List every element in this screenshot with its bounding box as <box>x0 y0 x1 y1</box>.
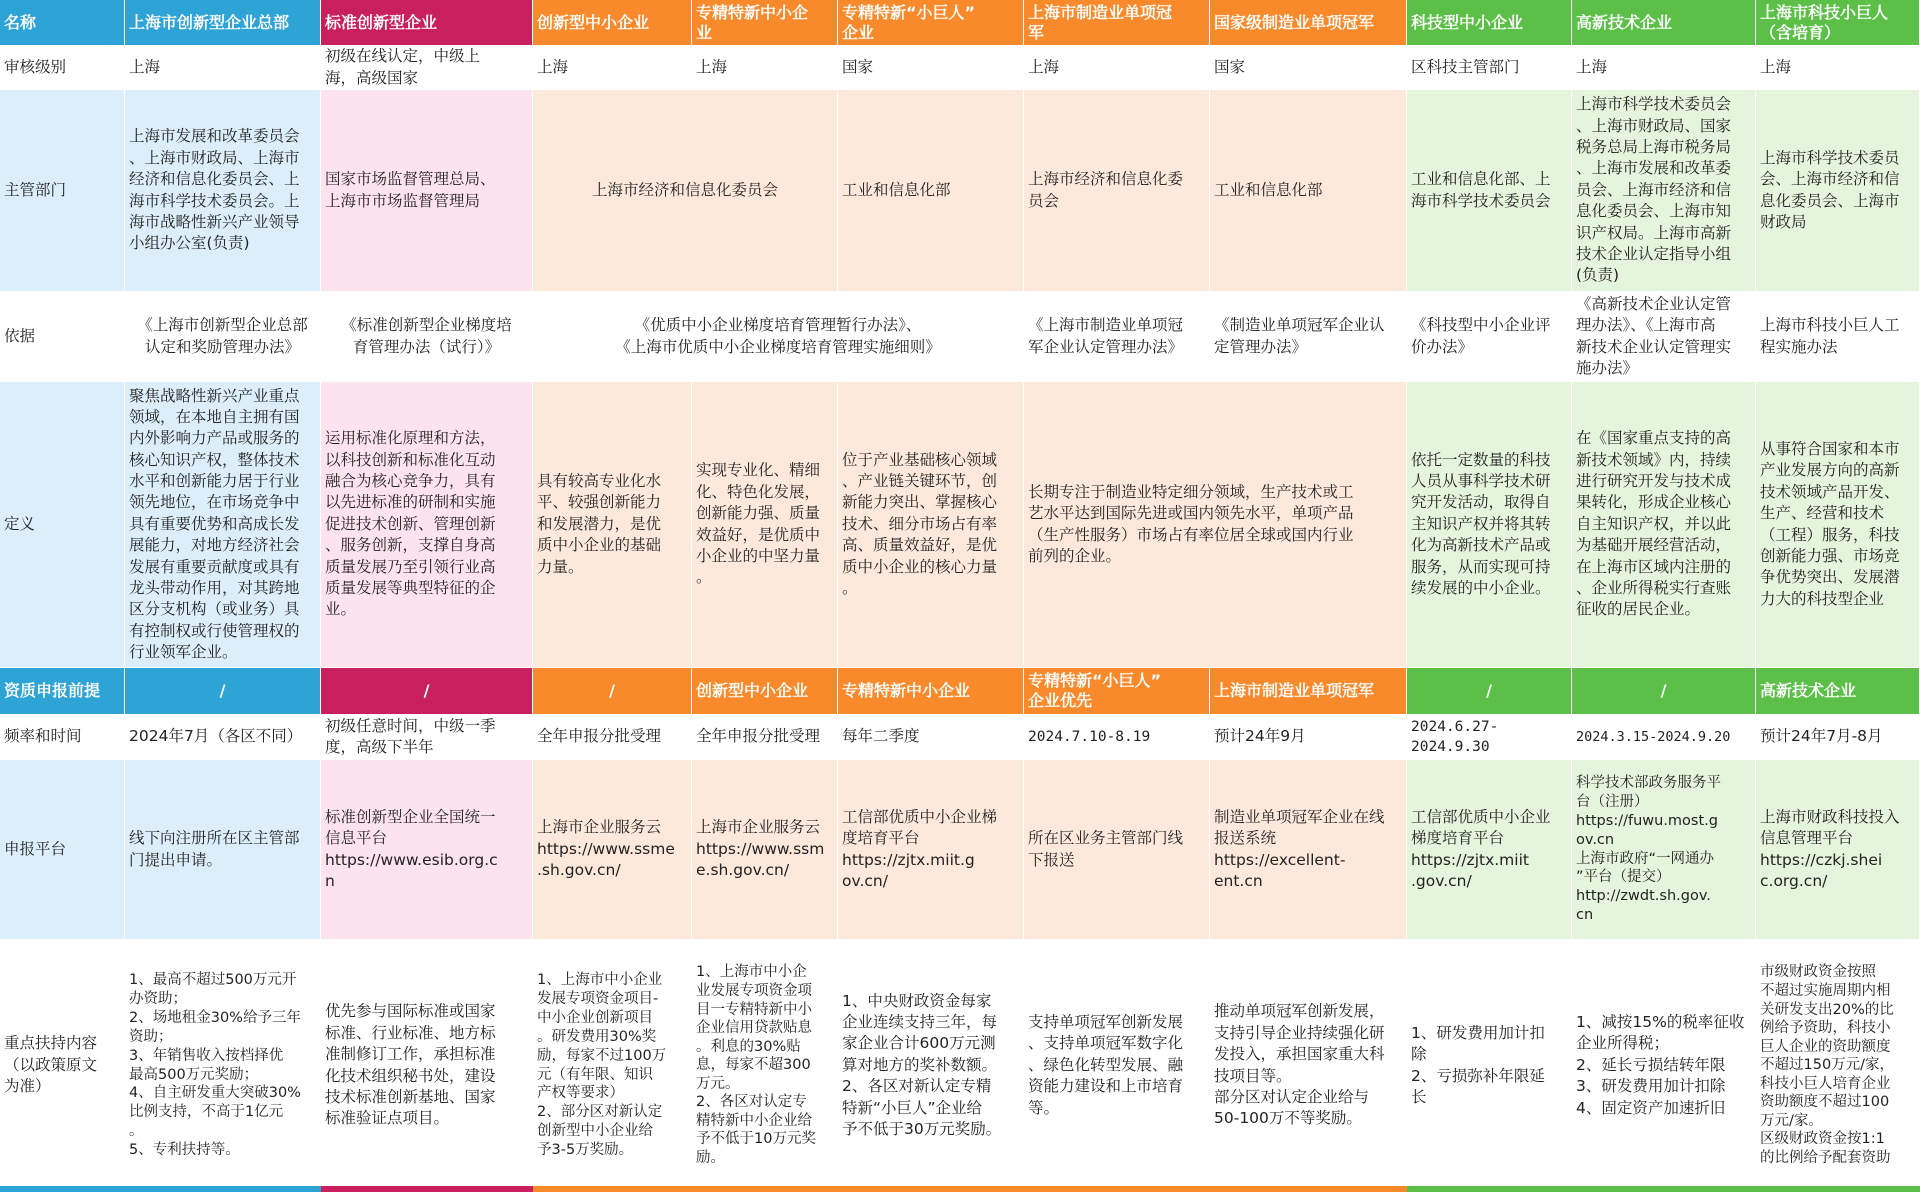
table-cell: 依托一定数量的科技 人员从事科学技术研 究开发活动，取得自 主知识产权并将其转 化为高新技术产品或 服务，从而实现可持 续发展的中小企业。 <box>1407 382 1572 668</box>
table-cell: 线下向注册所在区主管部 门提出申请。 <box>125 760 321 940</box>
table-cell: 从事符合国家和本市 产业发展方向的高新 技术领域产品开发、 生产、经营和技术 （工程）服务，科技 创新能力强、市场竞 争优势突出、发展潜 力大的科技型企业 <box>1756 382 1920 668</box>
table-cell: 创新型中小企业 <box>692 668 838 715</box>
table-cell: 《上海市制造业单项冠 军企业认定管理办法》 <box>1024 292 1210 382</box>
table-cell: 专精特新“小巨人” 企业优先 <box>1024 668 1210 715</box>
table-cell: 在《国家重点支持的高 新技术领域》内，持续 进行研究开发与技术成 果转化，形成企业核心 自主知识产权，并以此 为基础开展经营活动， 在上海市区域内注册的 、企业所得税实行查账 征收的居民企业。 <box>1572 382 1756 668</box>
table-cell: 每年二季度 <box>838 715 1024 760</box>
table-cell: / <box>321 668 533 715</box>
table-cell: 聚焦战略性新兴产业重点 领域，在本地自主拥有国 内外影响力产品或服务的 核心知识产权，整体技术 水平和创新能力居于行业 领先地位，在市场竞争中 具有重要优势和高成长发 展能力，对地方经济社会 发展有重要贡献度或具有 龙头带动作用，对其跨地 区分支机构（或业务）具 有控制权或行使管理权的 行业领军企业。 <box>125 382 321 668</box>
platform-link-ssme[interactable]: 上海市企业服务云 https://www.ssme .sh.gov.cn/ <box>533 760 692 940</box>
header-specialized-sme: 专精特新中小企 业 <box>692 0 838 46</box>
header-innovative-sme: 创新型中小企业 <box>533 0 692 46</box>
table-cell: 上海市经济和信息化委员会 <box>533 90 838 292</box>
table-cell: 1、上海市中小企业 发展专项资金项目- 中小企业创新项目 。研发费用30%奖 励，每家不过100万 元（有年限、知识 产权等要求） 2、部分区对新认定 创新型中小企业给 予3-5万奖励。 <box>533 940 692 1192</box>
table-cell: 市级财政资金按照 不超过实施周期内相 关研发支出20%的比 例给予资助，科技小 巨人企业的资助额度 不超过150万元/家， 科技小巨人培育企业 资助额度不超过100 万元/家。 区级财政资金按1:1 的比例给予配套资助 <box>1756 940 1920 1192</box>
table-cell: 长期专注于制造业特定细分领域，生产技术或工 艺水平达到国际先进或国内领先水平，单项产品 （生产性服务）市场占有率位居全球或国内行业 前列的企业。 <box>1024 382 1407 668</box>
row-label-review-level: 审核级别 <box>0 46 125 90</box>
table-cell: 预计24年7月-8月 <box>1756 715 1920 760</box>
table-cell: 上海 <box>533 46 692 90</box>
row-label-prerequisite: 资质申报前提 <box>0 668 125 715</box>
table-cell: 上海 <box>1756 46 1920 90</box>
table-cell: 《制造业单项冠军企业认 定管理办法》 <box>1210 292 1407 382</box>
table-cell: 国家 <box>1210 46 1407 90</box>
table-cell: 区科技主管部门 <box>1407 46 1572 90</box>
table-cell: 上海 <box>692 46 838 90</box>
header-label: 名称 <box>0 0 125 46</box>
platform-link-most-zwdt[interactable]: 科学技术部政务服务平 台（注册） https://fuwu.most.g ov.cn 上海市政府“一网通办 ”平台（提交） http://zwdt.sh.gov. cn <box>1572 760 1756 940</box>
table-cell: 《标准创新型企业梯度培 育管理办法（试行）》 <box>321 292 533 382</box>
table-cell: 专精特新中小企业 <box>838 668 1024 715</box>
band-pink <box>321 1186 533 1192</box>
table-cell: 运用标准化原理和方法， 以科技创新和标准化互动 融合为核心竞争力，具有 以先进标准的研制和实施 促进技术创新、管理创新 、服务创新，支撑自身高 质量发展乃至引领行业高 质量发展等典型特征的企 业。 <box>321 382 533 668</box>
table-cell: 初级在线认定，中级上 海，高级国家 <box>321 46 533 90</box>
table-cell: 具有较高专业化水 平、较强创新能力 和发展潜力，是优 质中小企业的基础 力量。 <box>533 382 692 668</box>
band-blue <box>0 1186 321 1192</box>
table-cell: 工业和信息化部 <box>838 90 1024 292</box>
row-label-authority: 主管部门 <box>0 90 125 292</box>
table-cell: 工业和信息化部 <box>1210 90 1407 292</box>
row-label-basis: 依据 <box>0 292 125 382</box>
table-cell: 1、上海市中小企 业发展专项资金项 目一专精特新中小 企业信用贷款贴息 。利息的30%贴 息，每家不超300 万元。 2、各区对认定专 精特新中小企业给 予不低于10万元奖 励。 <box>692 940 838 1192</box>
table-cell: 实现专业化、精细 化、特色化发展， 创新能力强、质量 效益好，是优质中 小企业的中坚力量 。 <box>692 382 838 668</box>
table-cell: 全年申报分批受理 <box>692 715 838 760</box>
header-national-champion: 国家级制造业单项冠军 <box>1210 0 1407 46</box>
platform-link-ssme[interactable]: 上海市企业服务云 https://www.ssm e.sh.gov.cn/ <box>692 760 838 940</box>
table-cell: 高新技术企业 <box>1756 668 1920 715</box>
table-cell: 上海市科学技术委员 会、上海市经济和信 息化委员会、上海市 财政局 <box>1756 90 1920 292</box>
table-cell: 位于产业基础核心领域 、产业链关键环节，创 新能力突出、掌握核心 技术、细分市场占有率 高、质量效益好，是优 质中小企业的核心力量 。 <box>838 382 1024 668</box>
table-cell: 所在区业务主管部门线 下报送 <box>1024 760 1210 940</box>
row-label-definition: 定义 <box>0 382 125 668</box>
header-little-giant: 专精特新“小巨人” 企业 <box>838 0 1024 46</box>
table-cell: / <box>1407 668 1572 715</box>
table-cell: 《优质中小企业梯度培育管理暂行办法》、 《上海市优质中小企业梯度培育管理实施细则》 <box>533 292 1024 382</box>
table-cell: 上海市发展和改革委员会 、上海市财政局、上海市 经济和信息化委员会、上 海市科学技术委员会。上 海市战略性新兴产业领导 小组办公室(负责) <box>125 90 321 292</box>
table-cell: 上海 <box>1572 46 1756 90</box>
table-cell: 1、中央财政资金每家 企业连续支持三年，每 家企业合计600万元测 算对地方的奖补数额。 2、各区对新认定专精 特新“小巨人”企业给 予不低于30万元奖励。 <box>838 940 1024 1192</box>
table-cell: 2024.6.27- 2024.9.30 <box>1407 715 1572 760</box>
table-cell: 上海 <box>1024 46 1210 90</box>
table-cell: 工业和信息化部、上 海市科学技术委员会 <box>1407 90 1572 292</box>
table-cell: 优先参与国际标准或国家 标准、行业标准、地方标 准制修订工作，承担标准 化技术组织秘书处，建设 技术标准创新基地、国家 标准验证点项目。 <box>321 940 533 1192</box>
table-cell: 《上海市创新型企业总部 认定和奖励管理办法》 <box>125 292 321 382</box>
platform-link-czkj[interactable]: 上海市财政科技投入 信息管理平台 https://czkj.shei c.org.cn/ <box>1756 760 1920 940</box>
table-cell: 1、减按15%的税率征收 企业所得税； 2、延长亏损结转年限 3、研发费用加计扣除 4、固定资产加速折旧 <box>1572 940 1756 1192</box>
table-cell: 1、最高不超过500万元开 办资助； 2、场地租金30%给予三年 资助； 3、年销售收入按档择优 最高500万元奖励； 4、自主研发重大突破30% 比例支持，不高于1亿元 。 5、专利扶持等。 <box>125 940 321 1192</box>
table-cell: 支持单项冠军创新发展 、支持单项冠军数字化 、绿色化转型发展、融 资能力建设和上市培育 等。 <box>1024 940 1210 1192</box>
table-cell: 2024年7月（各区不同） <box>125 715 321 760</box>
table-cell: 2024.7.10-8.19 <box>1024 715 1210 760</box>
table-cell: 推动单项冠军创新发展， 支持引导企业持续强化研 发投入，承担国家重大科 技项目等。 部分区对认定企业给与 50-100万不等奖励。 <box>1210 940 1407 1192</box>
table-cell: / <box>1572 668 1756 715</box>
row-label-support: 重点扶持内容 （以政策原文 为准） <box>0 940 125 1192</box>
table-cell: / <box>125 668 321 715</box>
table-cell: 1、研发费用加计扣 除 2、亏损弥补年限延 长 <box>1407 940 1572 1192</box>
header-shanghai-champion: 上海市制造业单项冠 军 <box>1024 0 1210 46</box>
row-label-platform: 申报平台 <box>0 760 125 940</box>
band-green <box>1407 1186 1920 1192</box>
table-cell: 初级任意时间，中级一季 度，高级下半年 <box>321 715 533 760</box>
header-innovative-hq: 上海市创新型企业总部 <box>125 0 321 46</box>
row-label-schedule: 频率和时间 <box>0 715 125 760</box>
table-cell: / <box>533 668 692 715</box>
table-cell: 上海 <box>125 46 321 90</box>
bottom-color-band <box>0 1186 1920 1192</box>
table-cell: 上海市科技小巨人工 程实施办法 <box>1756 292 1920 382</box>
table-cell: 国家市场监督管理总局、 上海市市场监督管理局 <box>321 90 533 292</box>
table-cell: 《科技型中小企业评 价办法》 <box>1407 292 1572 382</box>
platform-link-esib[interactable]: 标准创新型企业全国统一 信息平台 https://www.esib.org.c n <box>321 760 533 940</box>
band-orange <box>533 1186 1407 1192</box>
platform-link-zjtx[interactable]: 工信部优质中小企业 梯度培育平台 https://zjtx.miit .gov.cn/ <box>1407 760 1572 940</box>
table-cell: 预计24年9月 <box>1210 715 1407 760</box>
table-cell: 上海市经济和信息化委 员会 <box>1024 90 1210 292</box>
header-standard-innovative: 标准创新型企业 <box>321 0 533 46</box>
table-cell: 《高新技术企业认定管 理办法》、《上海市高 新技术企业认定管理实 施办法》 <box>1572 292 1756 382</box>
header-high-tech: 高新技术企业 <box>1572 0 1756 46</box>
platform-link-excellent-ent[interactable]: 制造业单项冠军企业在线 报送系统 https://excellent- ent.cn <box>1210 760 1407 940</box>
table-cell: 2024.3.15-2024.9.20 <box>1572 715 1756 760</box>
header-tech-sme: 科技型中小企业 <box>1407 0 1572 46</box>
header-tech-little-giant: 上海市科技小巨人 （含培育） <box>1756 0 1920 46</box>
table-cell: 国家 <box>838 46 1024 90</box>
table-cell: 上海市制造业单项冠军 <box>1210 668 1407 715</box>
table-cell: 上海市科学技术委员会 、上海市财政局、国家 税务总局上海市税务局 、上海市发展和改革委 员会、上海市经济和信 息化委员会、上海市知 识产权局。上海市高新 技术企业认定指导小组 (负责) <box>1572 90 1756 292</box>
table-cell: 全年申报分批受理 <box>533 715 692 760</box>
platform-link-zjtx[interactable]: 工信部优质中小企业梯 度培育平台 https://zjtx.miit.g ov.cn/ <box>838 760 1024 940</box>
